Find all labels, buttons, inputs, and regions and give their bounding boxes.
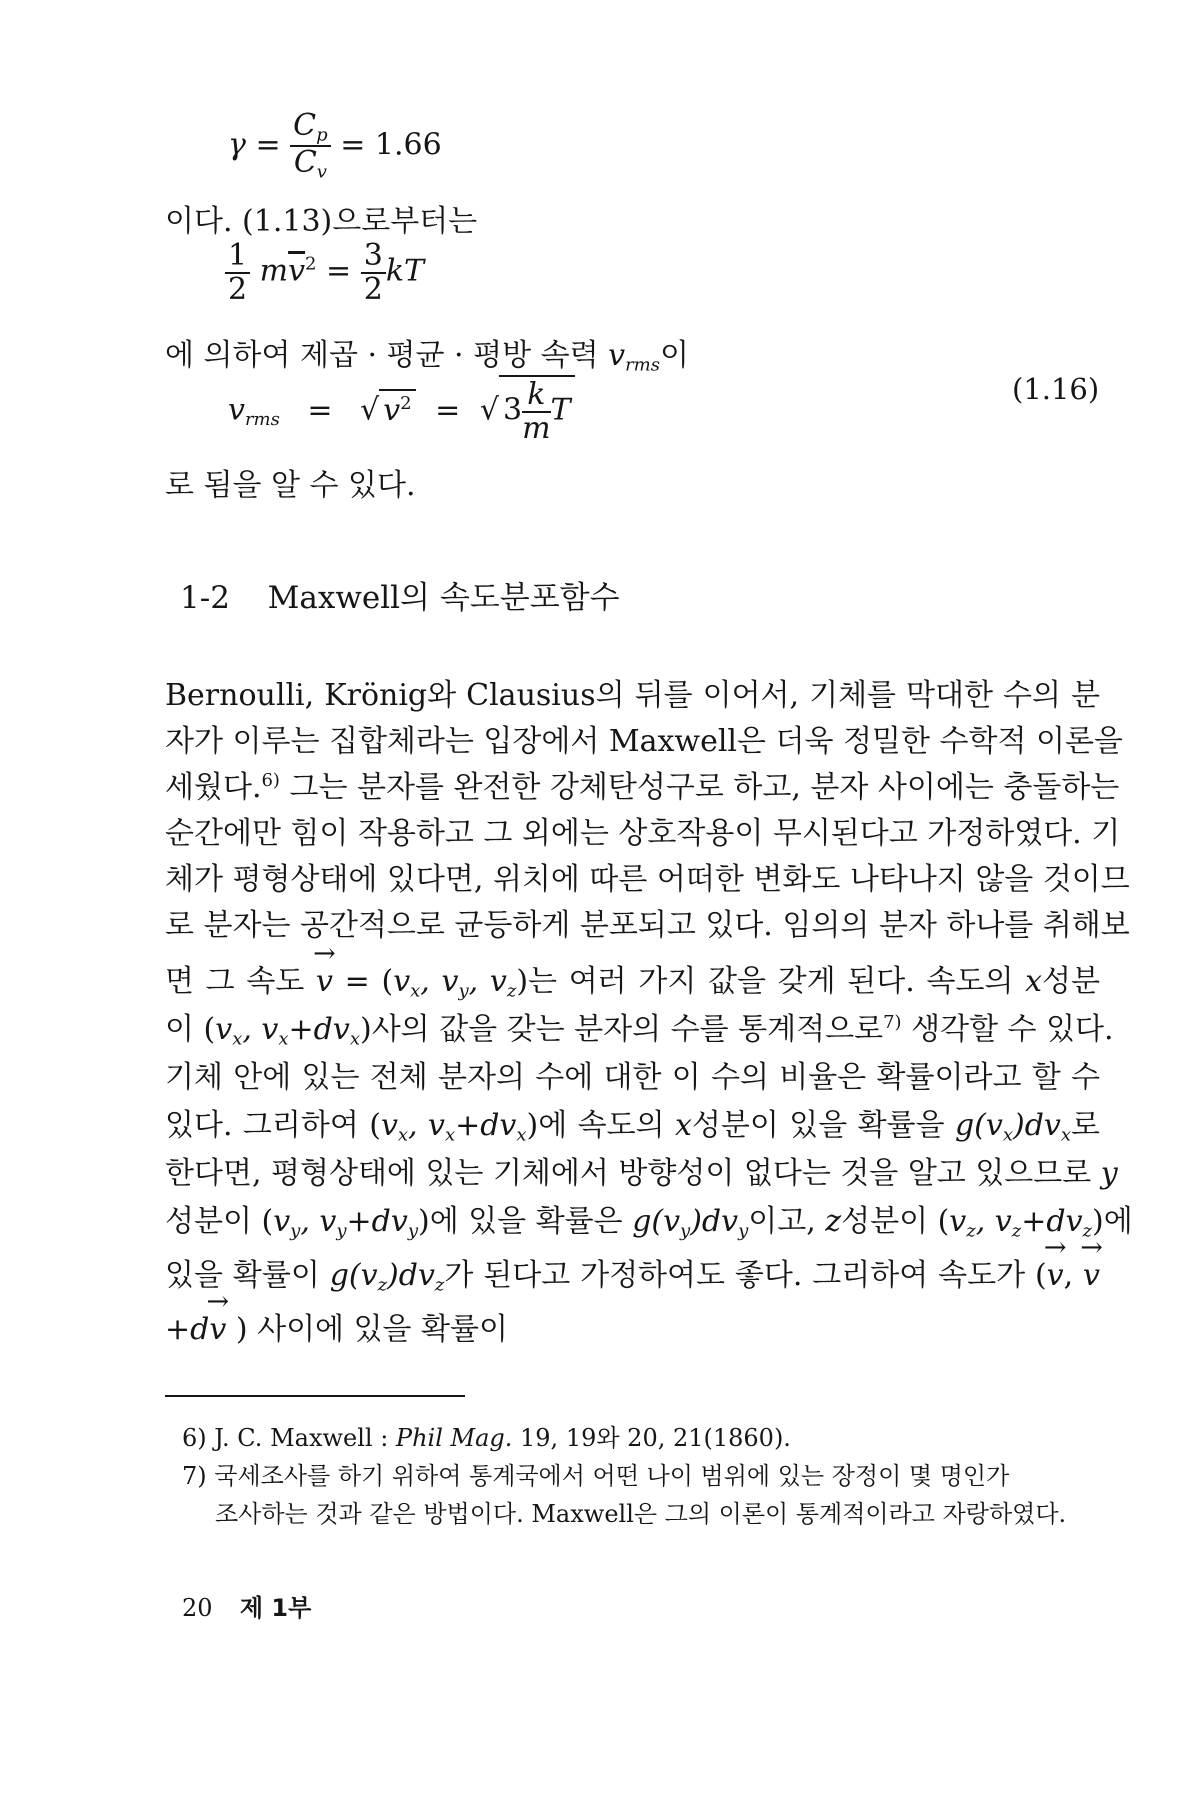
footnote-7: 7) 국세조사를 하기 위하여 통계국에서 어떤 나이 범위에 있는 장정이 몇 명인가 bbox=[182, 1462, 1010, 1490]
intro-line-3: 로 됨을 알 수 있다. bbox=[165, 468, 416, 503]
paragraph-line: 체가 평형상태에 있다면, 위치에 따른 어떠한 변화도 나타나지 않을 것이므 bbox=[165, 862, 1130, 897]
paragraph-line: 성분이 ($v_y$, $v_y+dv_y$)에 있을 확률은 $g(v_y)dv_y$이고, z성분이 ($v_z$, $v_z+dv_z$)에 bbox=[165, 1204, 1133, 1242]
paragraph-line: +d→ v ) 사이에 있을 확률이 bbox=[165, 1304, 508, 1348]
paragraph-line: 한다면, 평형상태에 있는 기체에서 방향성이 없다는 것을 알고 있으므로 y bbox=[165, 1156, 1118, 1191]
section-heading bbox=[180, 572, 620, 617]
paragraph-line: Bernoulli, Krönig와 Clausius의 뒤를 이어서, 기체를 막대한 수의 분 bbox=[165, 678, 1100, 713]
paragraph-line: 면 그 속도 → $v = (v_x$, $v_y$, $v_z$)는 여러 가지 값을 갖게 된다. 속도의 x성분 bbox=[165, 956, 1100, 1001]
page-number: 20 bbox=[182, 1594, 213, 1622]
section-title: Maxwell의 속도분포함수 bbox=[267, 580, 620, 616]
intro-line-2: 에 의하여 제곱 · 평균 · 평방 속력 $v_{rms}$이 bbox=[165, 338, 689, 376]
footnote-divider bbox=[165, 1395, 465, 1397]
footnote-ref: 7) bbox=[883, 1012, 902, 1034]
equation-gamma: γ = $\frac{C_p}{C_v}$ = 1.66 bbox=[228, 108, 442, 183]
section-number: 1-2 bbox=[180, 580, 230, 616]
paragraph-line: 있다. 그리하여 ($v_x$, $v_x+dv_x$)에 속도의 x성분이 있을 확률을 $g(v_x)dv_x$로 bbox=[165, 1108, 1100, 1146]
footnote-ref: 6) bbox=[261, 770, 280, 792]
equation-rms: $v_{rms}$ = √ $v^2$ = √ 3 $\frac{k}{m}$ T bbox=[228, 375, 575, 444]
footnote-7-continued: 조사하는 것과 같은 방법이다. Maxwell은 그의 이론이 통계적이라고 자랑하였다. bbox=[215, 1500, 1067, 1528]
paragraph-line: 순간에만 힘이 작용하고 그 외에는 상호작용이 무시된다고 가정하였다. 기 bbox=[165, 816, 1121, 851]
footnote-6: 6) J. C. Maxwell : Phil Mag. 19, 19와 20, 21(1860). bbox=[182, 1424, 791, 1452]
equation-energy: $\frac{1}{2}$ $m\overline{v}^2$ = $\frac{3}{2}$ kT bbox=[225, 240, 424, 305]
paragraph-line: 있을 확률이 $g(v_z)dv_z$가 된다고 가정하여도 좋다. 그리하여 속도가 (→ v, → v bbox=[165, 1250, 1100, 1295]
paragraph-line: 이 ($v_x$, $v_x+dv_x$)사의 값을 갖는 분자의 수를 통계적으로$^{7)}$ 생각할 수 있다. bbox=[165, 1012, 1114, 1050]
paragraph-line: 기체 안에 있는 전체 분자의 수에 대한 이 수의 비율은 확률이라고 할 수 bbox=[165, 1060, 1100, 1095]
part-label: 제 1부 bbox=[239, 1594, 312, 1622]
page-footer bbox=[182, 1588, 311, 1623]
paragraph-line: 세웠다.$^{6)}$ 그는 분자를 완전한 강체탄성구로 하고, 분자 사이에는 충돌하는 bbox=[165, 770, 1120, 805]
equation-number: (1.16) bbox=[1012, 372, 1100, 406]
paragraph-line: 로 분자는 공간적으로 균등하게 분포되고 있다. 임의의 분자 하나를 취해보 bbox=[165, 908, 1130, 943]
paragraph-line: 자가 이루는 집합체라는 입장에서 Maxwell은 더욱 정밀한 수학적 이론을 bbox=[165, 724, 1123, 759]
intro-line-1: 이다. (1.13)으로부터는 bbox=[165, 204, 478, 239]
